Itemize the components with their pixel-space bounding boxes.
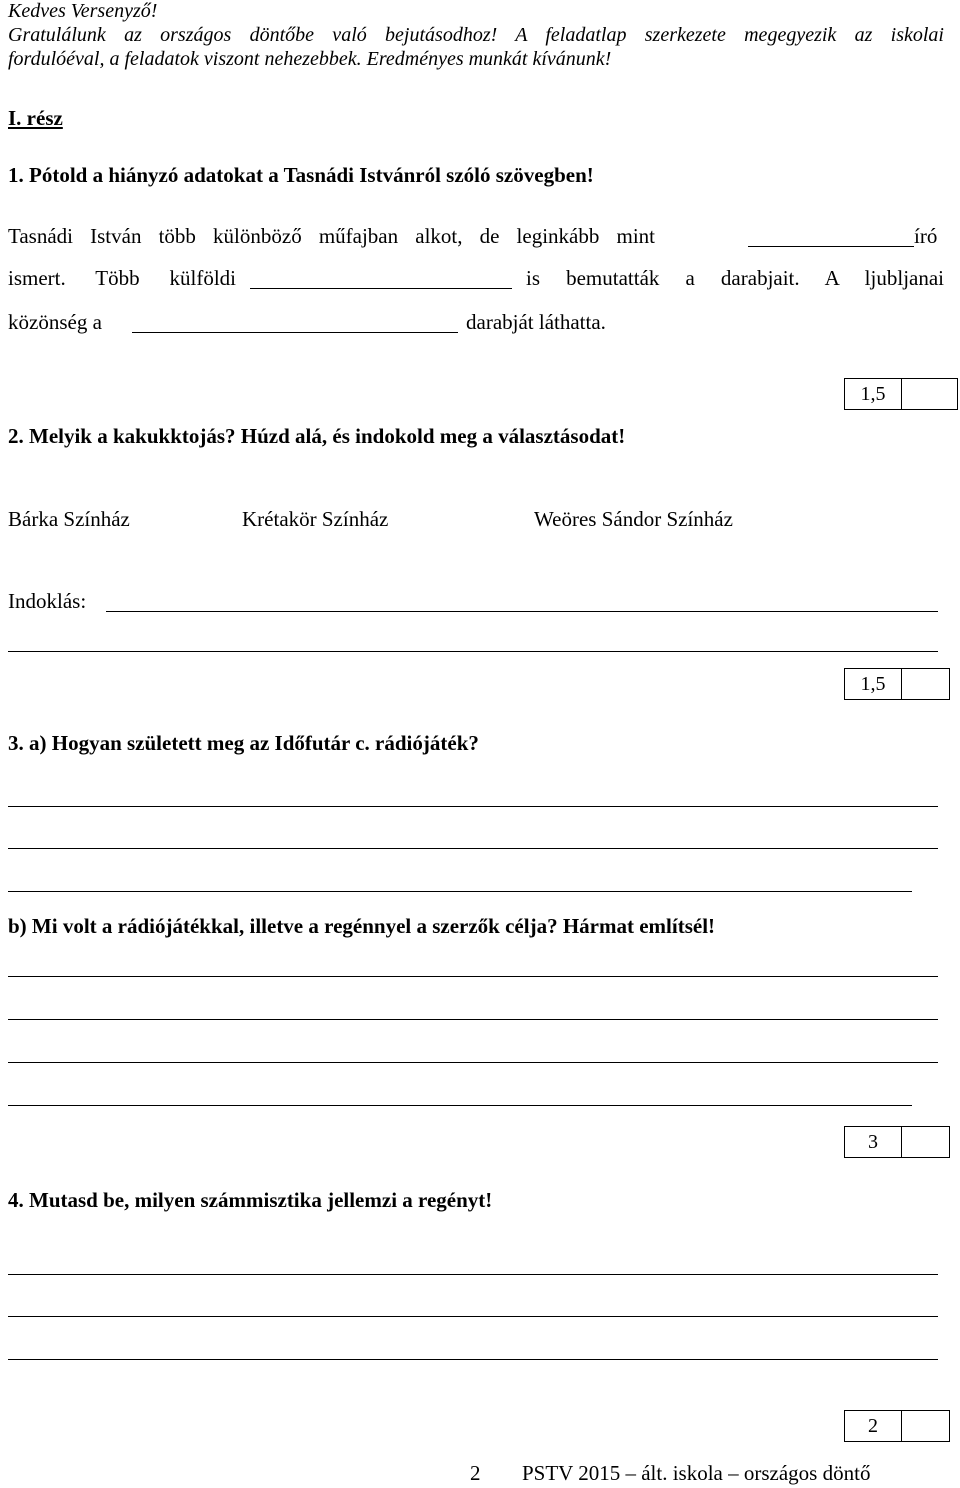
q3b-answer-line-4[interactable] [8, 1105, 912, 1106]
intro-line-1: Gratulálunk az országos döntőbe való bejutásodhoz! A feladatlap szerkezete megegyezik az iskolai [8, 24, 944, 46]
q2-title-instruction: Húzd alá, és indokold meg a választásodat! [240, 424, 626, 448]
footer-text: PSTV 2015 – ált. iskola – országos döntő [522, 1461, 871, 1485]
q4-answer-line-2[interactable] [8, 1316, 938, 1317]
q2-reason-label: Indoklás: [8, 589, 87, 613]
q1-blank-2[interactable] [250, 288, 512, 289]
greeting: Kedves Versenyző! [8, 0, 158, 22]
q3-score-value: 3 [845, 1127, 902, 1157]
q1-score-field[interactable] [902, 379, 957, 409]
question-3a-title: 3. a) Hogyan született meg az Időfutár c. rádiójáték? [8, 731, 479, 755]
q1-blank-3[interactable] [132, 332, 458, 333]
q1-score-value: 1,5 [845, 379, 902, 409]
q2-title-question: 2. Melyik a kakukktojás? [8, 424, 236, 448]
question-4-title: 4. Mutasd be, milyen számmisztika jellemzi a regényt! [8, 1188, 493, 1212]
q1-blank-1[interactable] [748, 246, 914, 247]
section-title: I. rész [8, 106, 63, 130]
q2-answer-line-2[interactable] [8, 651, 938, 652]
q2-option-3[interactable]: Weöres Sándor Színház [534, 507, 733, 531]
q4-score-box [844, 1410, 950, 1442]
q3-score-field[interactable] [902, 1127, 949, 1157]
q1-sentence-1a: Tasnádi István több különböző műfajban alkot, de leginkább mint [8, 224, 655, 248]
q1-score-box [844, 378, 958, 410]
q2-score-box [844, 668, 950, 700]
q3b-answer-line-3[interactable] [8, 1062, 938, 1063]
q3b-answer-line-2[interactable] [8, 1019, 938, 1020]
q2-option-2[interactable]: Krétakör Színház [242, 507, 389, 531]
q2-score-value: 1,5 [845, 669, 902, 699]
q2-option-1[interactable]: Bárka Színház [8, 507, 130, 531]
q3a-answer-line-2[interactable] [8, 848, 938, 849]
q1-sentence-3b: darabját láthatta. [466, 310, 606, 334]
q1-sentence-1b: író [914, 224, 938, 248]
q3-score-box [844, 1126, 950, 1158]
q4-score-value: 2 [845, 1411, 902, 1441]
q2-answer-line-1[interactable] [106, 611, 938, 612]
question-3b-title: b) Mi volt a rádiójátékkal, illetve a regénnyel a szerzők célja? Hármat említsél! [8, 914, 716, 938]
intro-line-2: fordulóéval, a feladatok viszont nehezebbek. Eredményes munkát kívánunk! [8, 48, 612, 70]
q1-sentence-2a: ismert. Több külföldi [8, 266, 236, 290]
q4-answer-line-3[interactable] [8, 1359, 938, 1360]
q1-sentence-2b: is bemutatták a darabjait. A ljubljanai [526, 266, 944, 290]
q4-score-field[interactable] [902, 1411, 949, 1441]
footer-page-number: 2 [470, 1461, 481, 1485]
q3a-answer-line-1[interactable] [8, 806, 938, 807]
q2-score-field[interactable] [902, 669, 949, 699]
q1-sentence-3a: közönség a [8, 310, 102, 334]
q4-answer-line-1[interactable] [8, 1274, 938, 1275]
q3b-answer-line-1[interactable] [8, 976, 938, 977]
q3a-answer-line-3[interactable] [8, 891, 912, 892]
question-1-title: 1. Pótold a hiányzó adatokat a Tasnádi Istvánról szóló szövegben! [8, 163, 594, 187]
question-2-title [8, 424, 625, 449]
